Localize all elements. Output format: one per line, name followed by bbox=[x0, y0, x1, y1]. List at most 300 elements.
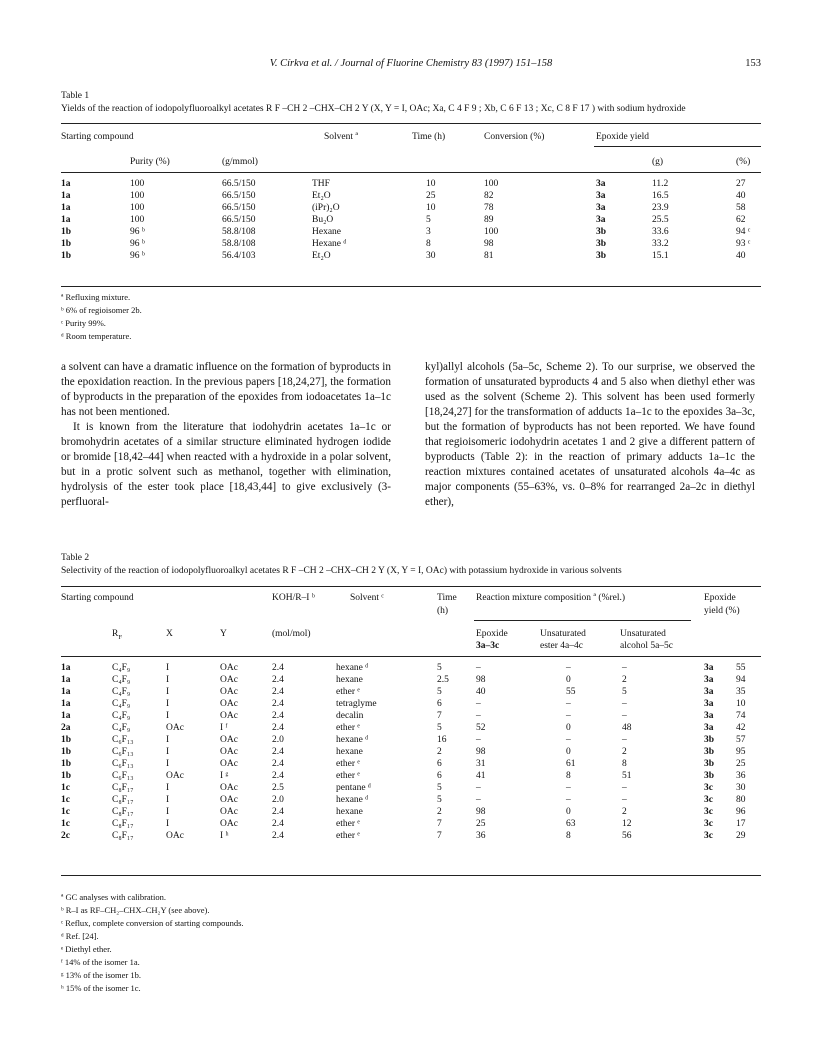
t2-solvent: hexane ᵈ bbox=[336, 663, 369, 673]
t1-pct: 27 bbox=[736, 179, 746, 189]
t2-h-koh: KOH/R–I ᵇ bbox=[272, 593, 315, 603]
t2-solvent: decalin bbox=[336, 711, 364, 721]
t1-solvent: (iPr)₂O bbox=[312, 203, 340, 213]
t2-time: 7 bbox=[437, 819, 442, 829]
t2-x: OAc bbox=[166, 831, 184, 841]
t1-cmp: 1b bbox=[61, 239, 72, 249]
t2-koh: 2.4 bbox=[272, 723, 284, 733]
t2-yield: 35 bbox=[736, 687, 746, 697]
t2-footnote: ʰ 15% of the isomer 1c. bbox=[61, 983, 141, 993]
t2-rf: C₆F₁₃ bbox=[112, 771, 134, 781]
t2-epoxide: 98 bbox=[476, 675, 486, 685]
t2-koh: 2.4 bbox=[272, 807, 284, 817]
t2-solvent: ether ᵉ bbox=[336, 771, 360, 781]
t2-rf: C₈F₁₇ bbox=[112, 807, 134, 817]
t2-footnote: ª GC analyses with calibration. bbox=[61, 892, 167, 902]
t1-epoxide: 3b bbox=[596, 239, 607, 249]
t2-alcohol: 12 bbox=[622, 819, 632, 829]
t2-y: OAc bbox=[220, 687, 238, 697]
t2-x: I bbox=[166, 783, 170, 793]
t1-purity: 100 bbox=[130, 215, 145, 225]
t2-time: 7 bbox=[437, 831, 442, 841]
t2-y: OAc bbox=[220, 747, 238, 757]
t2-h-mol: (mol/mol) bbox=[272, 629, 311, 639]
t1-h-starting: Starting compound bbox=[61, 132, 134, 142]
t2-koh: 2.4 bbox=[272, 819, 284, 829]
t1-conv: 100 bbox=[484, 227, 499, 237]
t2-koh: 2.4 bbox=[272, 759, 284, 769]
t2-rf: C₈F₁₇ bbox=[112, 831, 134, 841]
t1-h-pct: (%) bbox=[736, 157, 751, 167]
t2-x: OAc bbox=[166, 771, 184, 781]
t2-time: 2 bbox=[437, 747, 442, 757]
t2-epoxide: 41 bbox=[476, 771, 486, 781]
t1-solvent: Bu₂O bbox=[312, 215, 334, 225]
t2-h-time-unit: (h) bbox=[437, 606, 449, 616]
t1-conv: 98 bbox=[484, 239, 494, 249]
body-left-column bbox=[61, 360, 391, 510]
t2-y: I ᵍ bbox=[220, 771, 229, 781]
t2-epoxide: 25 bbox=[476, 819, 486, 829]
t1-purity: 100 bbox=[130, 203, 145, 213]
body-paragraph: It is known from the literature that iodohydrin acetates 1a–1c or bromohydrin acetates of a similar structure eliminated hydrogen iodide or bromide [18,42–44] when reacted with a hydroxide in a polar solvent, but in a protic solvent such as methanol, together with elimination, hydrolysis of the ester took place [18,43,44] to give exclusively (3-perfluoral- bbox=[61, 421, 391, 508]
t2-yield: 55 bbox=[736, 663, 746, 673]
t2-ester: 0 bbox=[566, 723, 571, 733]
t2-epoxide: – bbox=[476, 699, 481, 709]
t2-rf: C₈F₁₇ bbox=[112, 819, 134, 829]
t2-koh: 2.0 bbox=[272, 735, 284, 745]
t2-x: I bbox=[166, 807, 170, 817]
t2-ester: 0 bbox=[566, 807, 571, 817]
t2-alcohol: – bbox=[622, 795, 627, 805]
t1-g: 11.2 bbox=[652, 179, 669, 189]
t2-cmp: 1a bbox=[61, 687, 71, 697]
t2-h-ester: Unsaturated bbox=[540, 629, 586, 639]
t2-solvent: hexane ᵈ bbox=[336, 795, 369, 805]
t2-h-ester-cmp: ester 4a–4c bbox=[540, 641, 583, 651]
t2-cmp: 1a bbox=[61, 699, 71, 709]
t1-epoxide: 3a bbox=[596, 179, 606, 189]
t2-solvent: hexane bbox=[336, 807, 363, 817]
t2-epoxide: 52 bbox=[476, 723, 486, 733]
t2-y: OAc bbox=[220, 819, 238, 829]
t1-purity: 100 bbox=[130, 191, 145, 201]
t2-solvent: hexane bbox=[336, 747, 363, 757]
page-number: 153 bbox=[745, 58, 761, 69]
t1-footnote: ᵇ 6% of regioisomer 2b. bbox=[61, 305, 142, 315]
journal-citation: V. Církva et al. / Journal of Fluorine Chemistry 83 (1997) 151–158 bbox=[269, 58, 553, 69]
t2-ep: 3a bbox=[704, 663, 714, 673]
t1-h-gmmol: (g/mmol) bbox=[222, 157, 258, 167]
t2-ester: – bbox=[566, 795, 571, 805]
t1-pct: 40 bbox=[736, 251, 746, 261]
t2-footnote: ᵍ 13% of the isomer 1b. bbox=[61, 970, 141, 980]
table1-caption: Yields of the reaction of iodopolyfluoroalkyl acetates R F –CH 2 –CHX–CH 2 Y (X, Y = I, OAc; Xa, C 4 F 9 ; Xb, C 6 F 13 ; Xc, C 8 F 17 ) with sodium hydroxide bbox=[61, 104, 686, 114]
t2-epoxide: – bbox=[476, 795, 481, 805]
t1-solvent: THF bbox=[312, 179, 330, 189]
t2-rf: C₆F₁₃ bbox=[112, 747, 134, 757]
body-right-column bbox=[425, 360, 755, 510]
t2-ep: 3c bbox=[704, 819, 713, 829]
t2-ester: 0 bbox=[566, 747, 571, 757]
t2-yield: 30 bbox=[736, 783, 746, 793]
t2-alcohol: 2 bbox=[622, 747, 627, 757]
t1-cmp: 1a bbox=[61, 179, 71, 189]
t2-time: 6 bbox=[437, 759, 442, 769]
t2-x: I bbox=[166, 795, 170, 805]
t2-alcohol: – bbox=[622, 663, 627, 673]
t2-cmp: 1b bbox=[61, 747, 72, 757]
t1-cmp: 1a bbox=[61, 215, 71, 225]
t2-time: 16 bbox=[437, 735, 447, 745]
t1-gmmol: 66.5/150 bbox=[222, 179, 256, 189]
t2-y: OAc bbox=[220, 759, 238, 769]
t1-h-solvent: Solvent ª bbox=[324, 132, 359, 142]
t2-x: I bbox=[166, 711, 170, 721]
t2-time: 6 bbox=[437, 699, 442, 709]
t1-header-rule bbox=[61, 172, 761, 173]
table1-bottom-rule bbox=[61, 286, 761, 287]
t2-yield: 80 bbox=[736, 795, 746, 805]
t2-ep: 3c bbox=[704, 795, 713, 805]
t2-footnote: ᵈ Ref. [24]. bbox=[61, 931, 99, 941]
t2-solvent: ether ᵉ bbox=[336, 759, 360, 769]
t2-composition-subrule bbox=[474, 620, 691, 621]
t1-time: 3 bbox=[426, 227, 431, 237]
t1-time: 10 bbox=[426, 179, 436, 189]
t2-h-time: Time bbox=[437, 593, 457, 603]
t2-yield: 74 bbox=[736, 711, 746, 721]
t2-ep: 3b bbox=[704, 759, 715, 769]
table2-label: Table 2 bbox=[61, 553, 90, 563]
t2-rf: C₄F₉ bbox=[112, 675, 131, 685]
t2-koh: 2.4 bbox=[272, 831, 284, 841]
t2-yield: 42 bbox=[736, 723, 746, 733]
t2-x: I bbox=[166, 687, 170, 697]
table-row bbox=[0, 806, 816, 818]
t2-yield: 10 bbox=[736, 699, 746, 709]
table-row bbox=[0, 238, 816, 250]
t2-ester: 8 bbox=[566, 831, 571, 841]
t2-header-rule bbox=[61, 656, 761, 657]
t2-koh: 2.4 bbox=[272, 771, 284, 781]
t2-rf: C₆F₁₃ bbox=[112, 735, 134, 745]
t1-gmmol: 58.8/108 bbox=[222, 227, 256, 237]
table-row bbox=[0, 686, 816, 698]
t2-koh: 2.4 bbox=[272, 675, 284, 685]
t2-alcohol: – bbox=[622, 735, 627, 745]
t1-conv: 89 bbox=[484, 215, 494, 225]
table-row bbox=[0, 722, 816, 734]
t2-rf: C₄F₉ bbox=[112, 699, 131, 709]
t2-ep: 3b bbox=[704, 771, 715, 781]
t2-yield: 95 bbox=[736, 747, 746, 757]
t1-pct: 93 ᶜ bbox=[736, 239, 751, 249]
t2-cmp: 1a bbox=[61, 663, 71, 673]
t1-footnote: ᵈ Room temperature. bbox=[61, 331, 132, 341]
table-row bbox=[0, 698, 816, 710]
t2-ep: 3c bbox=[704, 783, 713, 793]
t2-time: 5 bbox=[437, 687, 442, 697]
t2-epoxide: 98 bbox=[476, 807, 486, 817]
running-header bbox=[61, 58, 761, 72]
table-row bbox=[0, 782, 816, 794]
t2-ester: – bbox=[566, 711, 571, 721]
t2-y: OAc bbox=[220, 699, 238, 709]
t1-h-epoxide: Epoxide yield bbox=[596, 132, 650, 142]
t2-ep: 3a bbox=[704, 675, 714, 685]
t1-g: 15.1 bbox=[652, 251, 669, 261]
t1-gmmol: 66.5/150 bbox=[222, 191, 256, 201]
table1-label: Table 1 bbox=[61, 91, 90, 101]
t2-solvent: hexane bbox=[336, 675, 363, 685]
t2-solvent: ether ᵉ bbox=[336, 687, 360, 697]
t2-time: 6 bbox=[437, 771, 442, 781]
t2-y: OAc bbox=[220, 675, 238, 685]
t1-gmmol: 56.4/103 bbox=[222, 251, 256, 261]
t2-ester: – bbox=[566, 663, 571, 673]
t2-h-composition: Reaction mixture composition ª (%rel.) bbox=[476, 593, 626, 603]
t1-epoxide: 3a bbox=[596, 203, 606, 213]
t1-h-conversion: Conversion (%) bbox=[484, 132, 545, 142]
t1-h-time: Time (h) bbox=[412, 132, 446, 142]
t2-solvent: tetraglyme bbox=[336, 699, 377, 709]
t2-alcohol: 48 bbox=[622, 723, 632, 733]
t2-epoxide: 98 bbox=[476, 747, 486, 757]
t2-cmp: 1b bbox=[61, 735, 72, 745]
t1-g: 25.5 bbox=[652, 215, 669, 225]
table-row bbox=[0, 178, 816, 190]
table-row bbox=[0, 190, 816, 202]
t2-koh: 2.4 bbox=[272, 663, 284, 673]
t2-y: OAc bbox=[220, 735, 238, 745]
t2-y: I ᶠ bbox=[220, 723, 228, 733]
t2-alcohol: 8 bbox=[622, 759, 627, 769]
t2-yield: 94 bbox=[736, 675, 746, 685]
t2-alcohol: – bbox=[622, 783, 627, 793]
t2-ester: 61 bbox=[566, 759, 576, 769]
t2-footnote: ᵇ R–I as RF–CH₂–CHX–CH₂Y (see above). bbox=[61, 905, 210, 915]
t2-koh: 2.4 bbox=[272, 747, 284, 757]
t2-y: OAc bbox=[220, 807, 238, 817]
table-row bbox=[0, 770, 816, 782]
table-row bbox=[0, 662, 816, 674]
t2-h-x: X bbox=[166, 629, 173, 639]
t1-purity: 96 ᵇ bbox=[130, 251, 145, 261]
t2-solvent: ether ᵉ bbox=[336, 723, 360, 733]
t2-cmp: 2a bbox=[61, 723, 71, 733]
t1-g: 23.9 bbox=[652, 203, 669, 213]
t2-time: 5 bbox=[437, 795, 442, 805]
body-paragraph: a solvent can have a dramatic influence on the formation of byproducts in the epoxidation reaction. In the previous papers [18,24,27], the formation of byproducts in the preparation of the epoxides from iodoacetates 1a–1c has not been mentioned. bbox=[61, 361, 391, 418]
t2-yield: 36 bbox=[736, 771, 746, 781]
t2-y: OAc bbox=[220, 783, 238, 793]
t2-y: OAc bbox=[220, 711, 238, 721]
t1-purity: 96 ᵇ bbox=[130, 239, 145, 249]
t2-ester: – bbox=[566, 783, 571, 793]
t2-time: 5 bbox=[437, 663, 442, 673]
t1-gmmol: 66.5/150 bbox=[222, 215, 256, 225]
t1-purity: 96 ᵇ bbox=[130, 227, 145, 237]
t2-x: I bbox=[166, 663, 170, 673]
t2-epoxide: – bbox=[476, 711, 481, 721]
t1-conv: 78 bbox=[484, 203, 494, 213]
table-row bbox=[0, 830, 816, 842]
t2-y: I ʰ bbox=[220, 831, 229, 841]
t2-rf: C₈F₁₇ bbox=[112, 783, 134, 793]
t2-cmp: 1c bbox=[61, 807, 70, 817]
t2-h-y: Y bbox=[220, 629, 227, 639]
table-row bbox=[0, 758, 816, 770]
t2-cmp: 1b bbox=[61, 771, 72, 781]
t2-ester: 8 bbox=[566, 771, 571, 781]
table-row bbox=[0, 202, 816, 214]
t2-ep: 3c bbox=[704, 807, 713, 817]
t2-footnote: ᶠ 14% of the isomer 1a. bbox=[61, 957, 140, 967]
table-row bbox=[0, 818, 816, 830]
t1-time: 5 bbox=[426, 215, 431, 225]
t2-x: I bbox=[166, 819, 170, 829]
table-row bbox=[0, 226, 816, 238]
t2-rf: C₄F₉ bbox=[112, 663, 131, 673]
t2-footnote: ᶜ Reflux, complete conversion of starting compounds. bbox=[61, 918, 244, 928]
t1-gmmol: 58.8/108 bbox=[222, 239, 256, 249]
t2-time: 5 bbox=[437, 783, 442, 793]
t2-x: I bbox=[166, 699, 170, 709]
t1-time: 10 bbox=[426, 203, 436, 213]
t2-ep: 3a bbox=[704, 687, 714, 697]
t2-epoxide: 31 bbox=[476, 759, 486, 769]
t2-rf: C₄F₉ bbox=[112, 687, 131, 697]
t1-conv: 81 bbox=[484, 251, 494, 261]
t2-epoxide: 40 bbox=[476, 687, 486, 697]
t2-y: OAc bbox=[220, 663, 238, 673]
t2-rf: C₄F₉ bbox=[112, 711, 131, 721]
t2-h-epoxide-cmp: 3a–3c bbox=[476, 641, 500, 651]
table-row bbox=[0, 214, 816, 226]
t1-epoxide: 3a bbox=[596, 191, 606, 201]
table2-top-rule bbox=[61, 586, 761, 587]
t2-alcohol: – bbox=[622, 711, 627, 721]
t2-koh: 2.5 bbox=[272, 783, 284, 793]
t2-h-solvent: Solvent ᶜ bbox=[350, 593, 384, 603]
t1-pct: 58 bbox=[736, 203, 746, 213]
t2-ester: 0 bbox=[566, 675, 571, 685]
t2-cmp: 2c bbox=[61, 831, 70, 841]
table-row bbox=[0, 710, 816, 722]
t2-cmp: 1a bbox=[61, 711, 71, 721]
t2-ep: 3c bbox=[704, 831, 713, 841]
t2-h-alcohol: Unsaturated bbox=[620, 629, 666, 639]
t2-y: OAc bbox=[220, 795, 238, 805]
t2-alcohol: 2 bbox=[622, 675, 627, 685]
table-row bbox=[0, 250, 816, 262]
table-row bbox=[0, 746, 816, 758]
t2-alcohol: 2 bbox=[622, 807, 627, 817]
t2-ep: 3a bbox=[704, 723, 714, 733]
t2-rf: C₈F₁₇ bbox=[112, 795, 134, 805]
t2-ep: 3a bbox=[704, 699, 714, 709]
t2-h-starting: Starting compound bbox=[61, 593, 134, 603]
t2-time: 2 bbox=[437, 807, 442, 817]
t1-epoxide-subrule bbox=[594, 146, 761, 147]
t1-time: 30 bbox=[426, 251, 436, 261]
t2-cmp: 1c bbox=[61, 795, 70, 805]
t2-x: I bbox=[166, 747, 170, 757]
t2-alcohol: 51 bbox=[622, 771, 632, 781]
t2-ester: – bbox=[566, 699, 571, 709]
t1-cmp: 1a bbox=[61, 203, 71, 213]
t2-time: 7 bbox=[437, 711, 442, 721]
t2-yield: 57 bbox=[736, 735, 746, 745]
table2-caption: Selectivity of the reaction of iodopolyfluoroalkyl acetates R F –CH 2 –CHX–CH 2 Y (X, Y = I, OAc) with potassium hydroxide in various solvents bbox=[61, 566, 622, 576]
t2-h-rf: $R_F$ bbox=[112, 629, 123, 641]
t2-yield: 25 bbox=[736, 759, 746, 769]
table-row bbox=[0, 674, 816, 686]
t1-epoxide: 3b bbox=[596, 251, 607, 261]
t1-g: 33.2 bbox=[652, 239, 669, 249]
t2-rf: C₄F₉ bbox=[112, 723, 131, 733]
t2-yield: 29 bbox=[736, 831, 746, 841]
t2-ep: 3b bbox=[704, 747, 715, 757]
t1-g: 33.6 bbox=[652, 227, 669, 237]
t2-cmp: 1b bbox=[61, 759, 72, 769]
t2-epoxide: – bbox=[476, 663, 481, 673]
t1-footnote: ª Refluxing mixture. bbox=[61, 292, 131, 302]
table-row bbox=[0, 794, 816, 806]
body-paragraph: kyl)allyl alcohols (5a–5c, Scheme 2). To our surprise, we observed the formation of unsaturated byproducts 4 and 5 also when diethyl ether was used as the solvent (Scheme 2). This solvent has been used formerly [18,24,27] for the transformation of adducts 1a–1c to the epoxides 3a–3c, but the formation of byproducts has not been reported. We have found that regioisomeric iodohydrin acetates 1 and 2 give a different pattern of byproducts (Table 2): in the reaction of primary adducts 1a–1c the reaction mixtures contained acetates of unsaturated alcohols 4a–4c as major components (55–63%, vs. 0–8% for rearranged 2a–2c in diethyl ether), bbox=[425, 361, 755, 508]
t1-footnote: ᶜ Purity 99%. bbox=[61, 318, 106, 328]
t2-x: I bbox=[166, 675, 170, 685]
t2-solvent: hexane ᵈ bbox=[336, 735, 369, 745]
t2-h-epoxide-yield-unit: yield (%) bbox=[704, 606, 740, 616]
t2-ep: 3a bbox=[704, 711, 714, 721]
t2-x: I bbox=[166, 735, 170, 745]
t1-h-purity: Purity (%) bbox=[130, 157, 170, 167]
t1-gmmol: 66.5/150 bbox=[222, 203, 256, 213]
t2-rf: C₆F₁₃ bbox=[112, 759, 134, 769]
t2-epoxide: – bbox=[476, 735, 481, 745]
t1-g: 16.5 bbox=[652, 191, 669, 201]
t1-cmp: 1b bbox=[61, 227, 72, 237]
t2-cmp: 1a bbox=[61, 675, 71, 685]
t2-time: 5 bbox=[437, 723, 442, 733]
t2-alcohol: 56 bbox=[622, 831, 632, 841]
t1-conv: 100 bbox=[484, 179, 499, 189]
t1-pct: 40 bbox=[736, 191, 746, 201]
t1-cmp: 1a bbox=[61, 191, 71, 201]
t2-ep: 3b bbox=[704, 735, 715, 745]
t1-time: 25 bbox=[426, 191, 436, 201]
t2-cmp: 1c bbox=[61, 783, 70, 793]
t2-alcohol: 5 bbox=[622, 687, 627, 697]
t2-solvent: ether ᵉ bbox=[336, 831, 360, 841]
t2-ester: 63 bbox=[566, 819, 576, 829]
t1-epoxide: 3b bbox=[596, 227, 607, 237]
t2-yield: 17 bbox=[736, 819, 746, 829]
t2-x: I bbox=[166, 759, 170, 769]
t1-solvent: Et₂O bbox=[312, 251, 331, 261]
table2-bottom-rule bbox=[61, 875, 761, 876]
t1-pct: 62 bbox=[736, 215, 746, 225]
t1-solvent: Hexane ᵈ bbox=[312, 239, 347, 249]
t1-pct: 94 ᶜ bbox=[736, 227, 751, 237]
t1-time: 8 bbox=[426, 239, 431, 249]
t1-purity: 100 bbox=[130, 179, 145, 189]
t2-koh: 2.0 bbox=[272, 795, 284, 805]
table-row bbox=[0, 734, 816, 746]
t2-yield: 96 bbox=[736, 807, 746, 817]
